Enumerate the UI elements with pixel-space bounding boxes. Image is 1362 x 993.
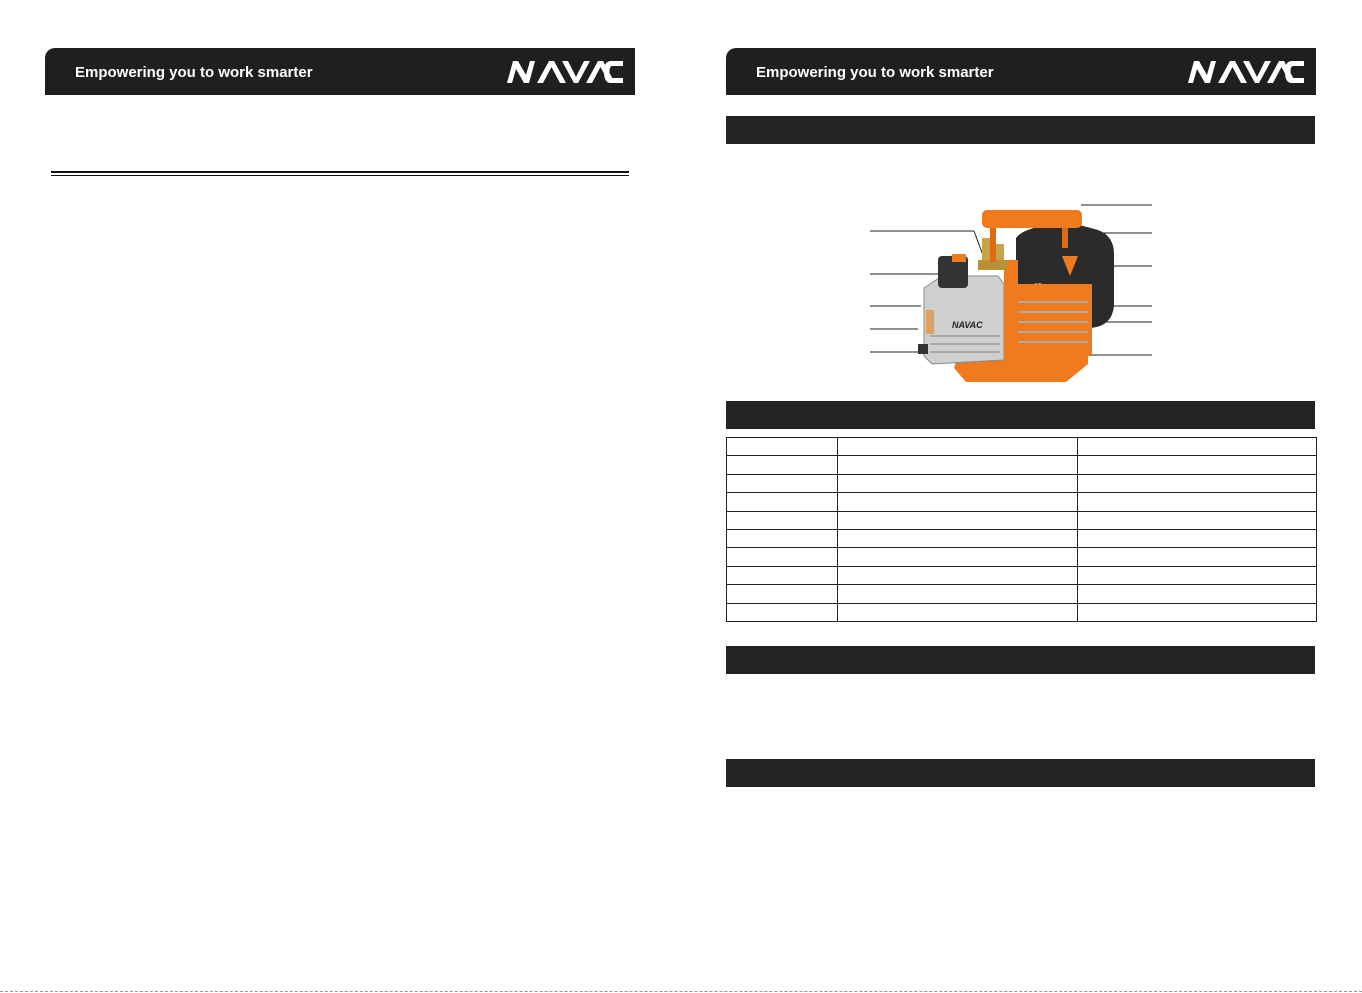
title-rule bbox=[51, 171, 629, 176]
navac-logo bbox=[1188, 61, 1304, 83]
pump-brand-label: NAVAC bbox=[952, 320, 983, 330]
header-tagline: Empowering you to work smarter bbox=[75, 64, 313, 81]
spec-table bbox=[726, 437, 1317, 622]
drain-plug bbox=[918, 344, 928, 354]
section-header-specifications bbox=[726, 401, 1315, 429]
table-row bbox=[727, 456, 1317, 474]
page-bottom-edge bbox=[0, 991, 1362, 992]
handle-post bbox=[990, 228, 996, 262]
navac-logo bbox=[507, 61, 623, 83]
section-header-components bbox=[726, 116, 1315, 144]
table-row bbox=[727, 548, 1317, 566]
header-bar bbox=[45, 48, 635, 95]
table-row bbox=[727, 529, 1317, 547]
exhaust-cap-accent bbox=[952, 254, 966, 262]
table-row bbox=[727, 566, 1317, 584]
table-row bbox=[727, 603, 1317, 621]
sight-glass bbox=[926, 310, 934, 334]
section-header-3 bbox=[726, 646, 1315, 674]
table-row bbox=[727, 511, 1317, 529]
right-page bbox=[681, 0, 1362, 993]
pump-handle bbox=[982, 210, 1082, 228]
table-row bbox=[727, 474, 1317, 492]
handle-post bbox=[1062, 228, 1068, 248]
header-bar bbox=[726, 48, 1316, 95]
frame-post bbox=[1004, 260, 1018, 360]
vacuum-pump-illustration bbox=[866, 196, 1156, 392]
header-tagline: Empowering you to work smarter bbox=[756, 64, 994, 81]
table-row bbox=[727, 585, 1317, 603]
section-header-4 bbox=[726, 759, 1315, 787]
table-row bbox=[727, 493, 1317, 511]
table-row bbox=[727, 438, 1317, 456]
